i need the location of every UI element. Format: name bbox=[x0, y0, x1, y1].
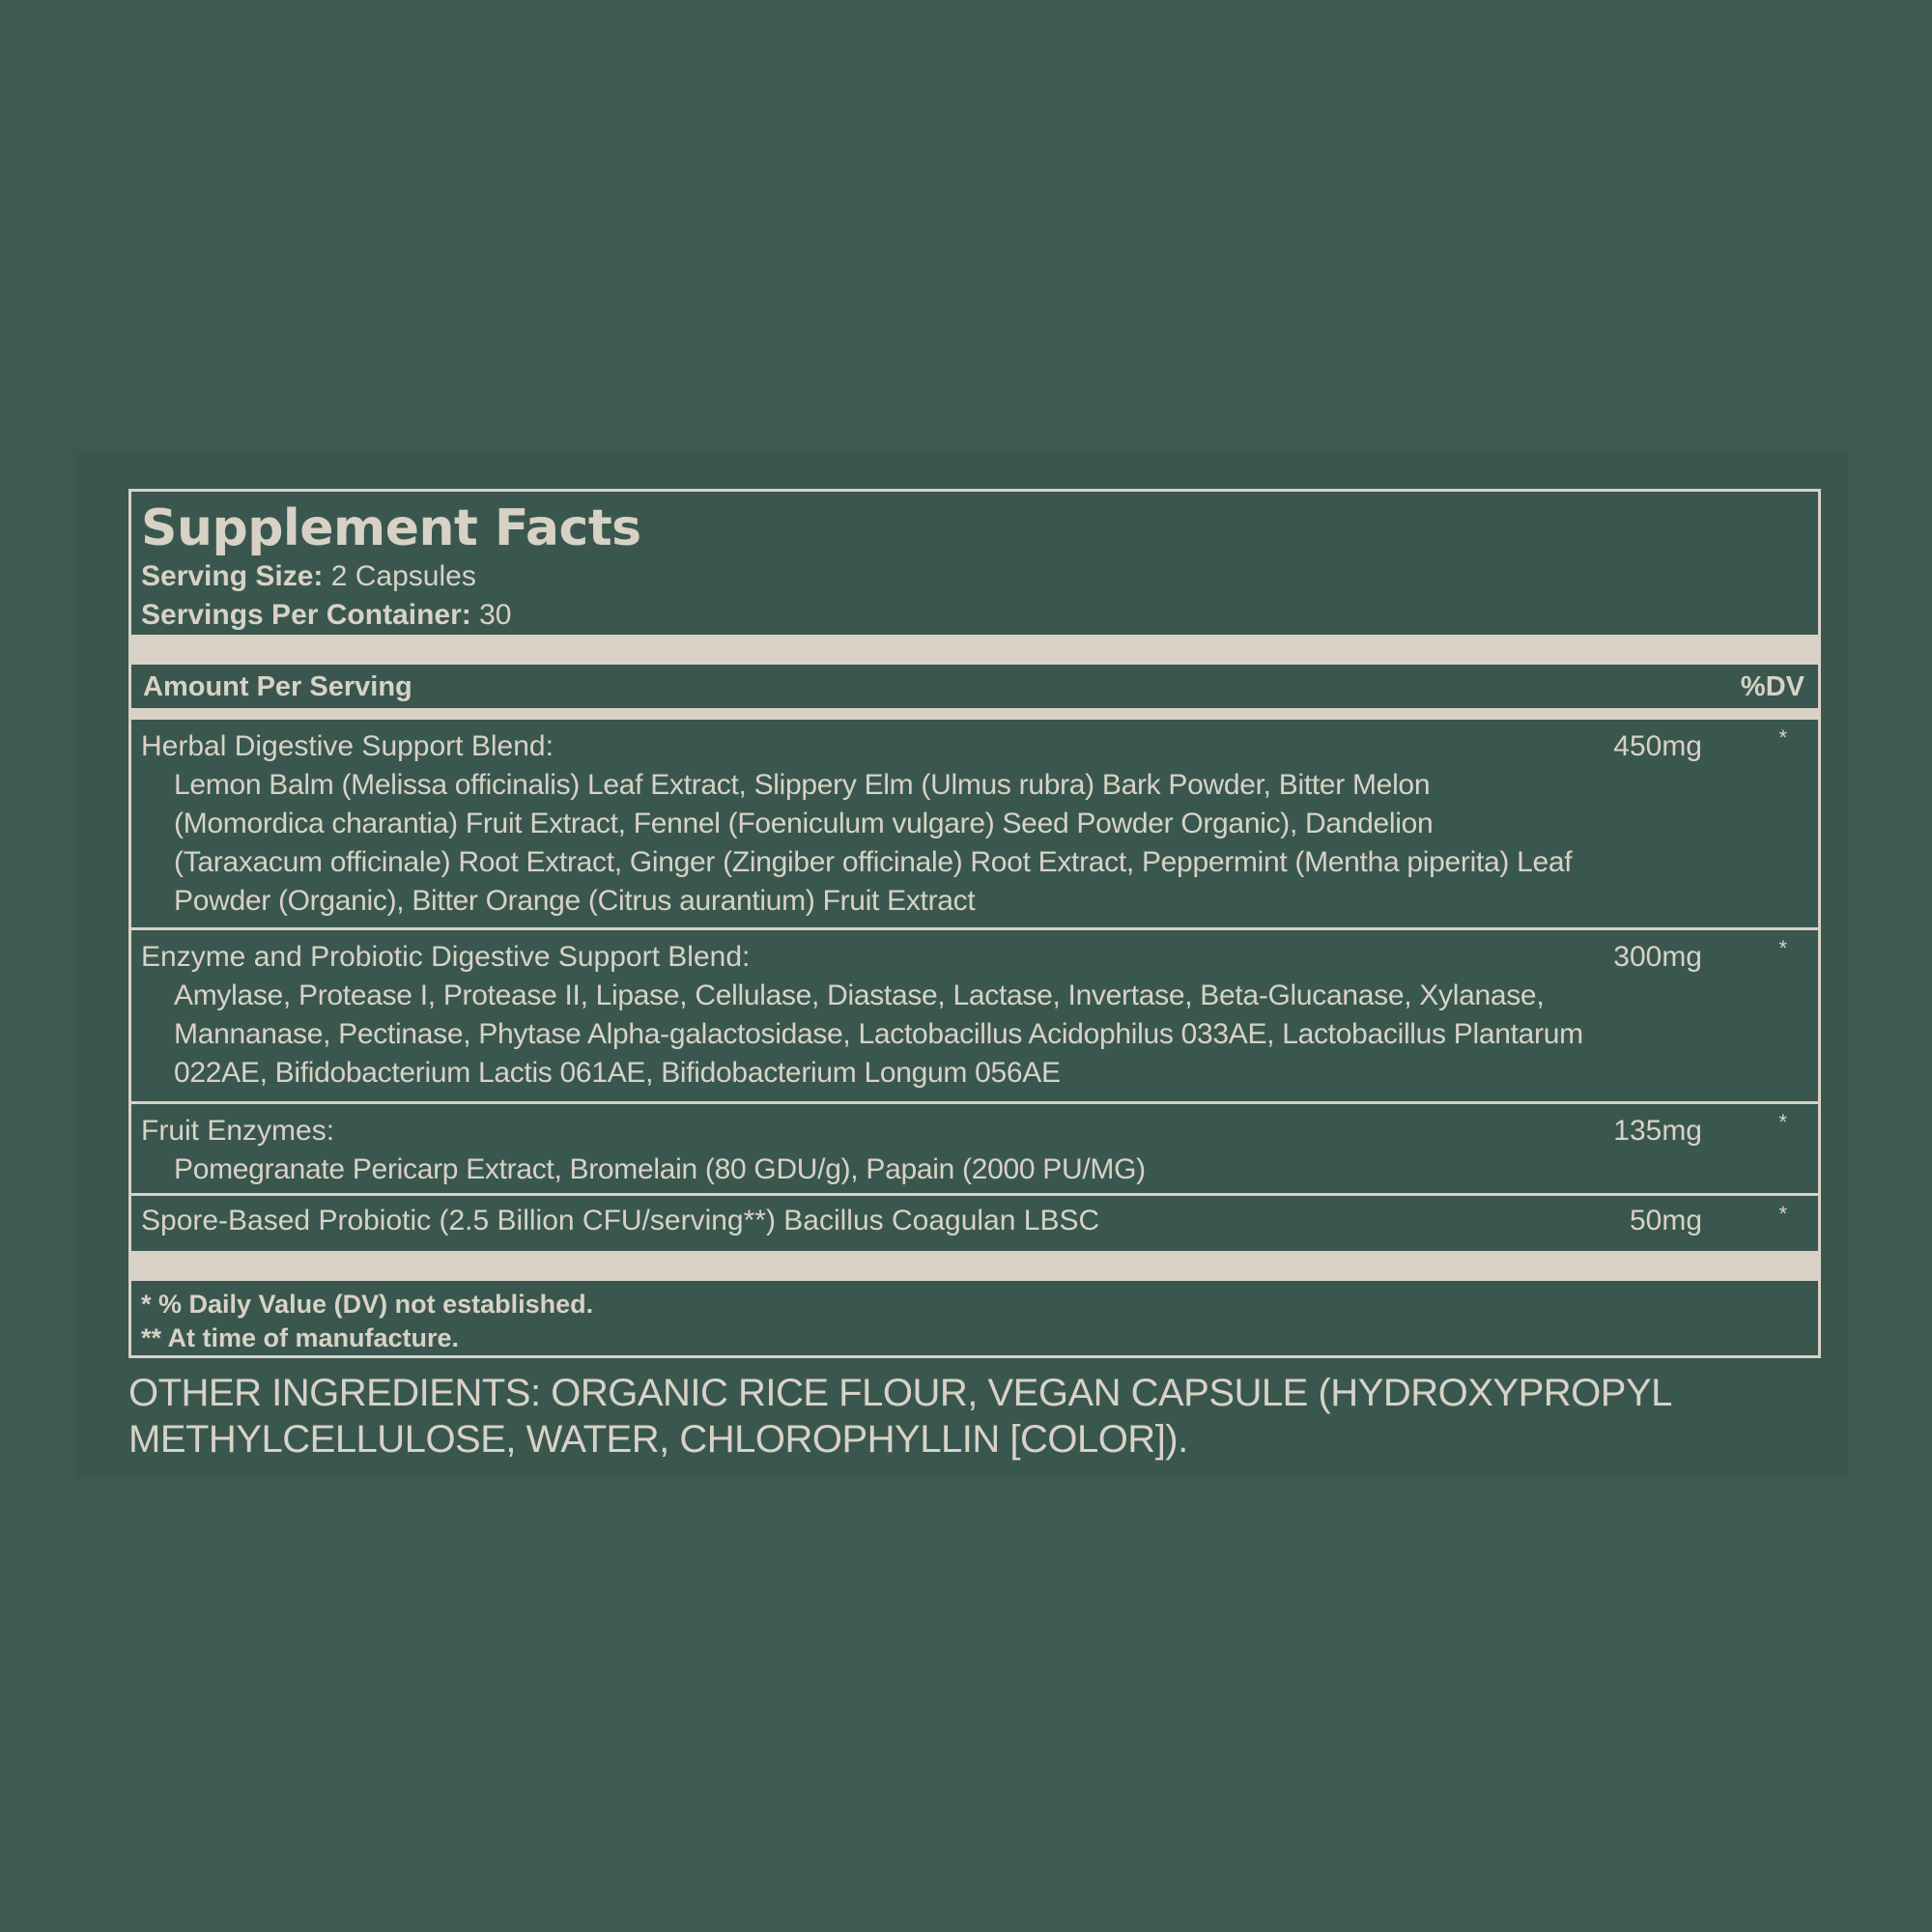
serving-size bbox=[141, 557, 641, 596]
ingredient-name: Fruit Enzymes: bbox=[141, 1115, 335, 1147]
ingredient-name: Enzyme and Probiotic Digestive Support Blend: bbox=[141, 941, 751, 973]
ingredient-dv: * bbox=[1778, 725, 1787, 750]
servings-per-container-label: Servings Per Container: bbox=[141, 599, 471, 631]
ingredient-description: Lemon Balm (Melissa officinalis) Leaf Extract, Slippery Elm (Ulmus rubra) Bark Powder, Bitter Melon (Momordica charantia) Fruit Extract, Fennel (Foeniculum vulgare) Seed Powder Organic), Dandelion (Taraxacum officinale) Root Extract, Ginger (Zingiber officinale) Root Extract, Peppermint (Mentha piperita) Leaf Powder (Organic), Bitter Orange (Citrus aurantium) Fruit Extract bbox=[174, 769, 1573, 917]
footnote: * % Daily Value (DV) not established. bbox=[141, 1290, 594, 1319]
footnote: ** At time of manufacture. bbox=[141, 1323, 460, 1352]
servings-per-container-value: 30 bbox=[479, 599, 512, 631]
ingredient-dv: * bbox=[1778, 936, 1787, 960]
ingredient-row bbox=[131, 930, 1818, 1101]
ingredient-amount: 50mg bbox=[1629, 1205, 1702, 1236]
ingredient-row bbox=[131, 1196, 1818, 1251]
ingredient-row bbox=[131, 720, 1818, 927]
ingredient-name: Herbal Digestive Support Blend: bbox=[141, 730, 554, 762]
ingredient-amount: 300mg bbox=[1613, 941, 1702, 973]
ingredient-amount: 450mg bbox=[1613, 730, 1702, 762]
serving-size-label: Serving Size: bbox=[141, 560, 324, 592]
thick-divider bbox=[131, 1251, 1818, 1281]
amount-per-serving-row bbox=[143, 669, 1806, 704]
thick-divider bbox=[131, 635, 1818, 665]
ingredient-name: Spore-Based Probiotic (2.5 Billion CFU/serving**) Bacillus Coagulan LBSC bbox=[141, 1205, 1100, 1236]
supplement-facts-table bbox=[128, 489, 1821, 1358]
ingredient-description: Amylase, Protease I, Protease II, Lipase, Cellulase, Diastase, Lactase, Invertase, Beta-Glucanase, Xylanase, Mannanase, Pectinase, Phytase Alpha-galactosidase, Lactobacillus Acidophilus 033AE, Lactobacillus Plantarum 022AE, Bifidobacterium Lactis 061AE, Bifidobacterium Longum 056AE bbox=[174, 980, 1583, 1089]
facts-header bbox=[141, 499, 641, 635]
ingredient-description: Pomegranate Pericarp Extract, Bromelain (80 GDU/g), Papain (2000 PU/MG) bbox=[174, 1153, 1146, 1185]
facts-title: Supplement Facts bbox=[141, 499, 641, 557]
ingredient-row bbox=[131, 1104, 1818, 1193]
footnotes bbox=[141, 1288, 593, 1355]
ingredient-amount: 135mg bbox=[1613, 1115, 1702, 1147]
ingredient-dv: * bbox=[1778, 1110, 1787, 1134]
serving-size-value: 2 Capsules bbox=[330, 560, 476, 592]
daily-value-header: %DV bbox=[1740, 671, 1804, 702]
ingredient-dv: * bbox=[1778, 1202, 1787, 1226]
amount-per-serving-label: Amount Per Serving bbox=[143, 671, 412, 702]
other-ingredients: OTHER INGREDIENTS: ORGANIC RICE FLOUR, VEGAN CAPSULE (HYDROXYPROPYL METHYLCELLULOSE, WATER, CHLOROPHYLLIN [COLOR]). bbox=[128, 1372, 1671, 1461]
servings-per-container bbox=[141, 596, 641, 635]
medium-divider bbox=[131, 708, 1818, 720]
